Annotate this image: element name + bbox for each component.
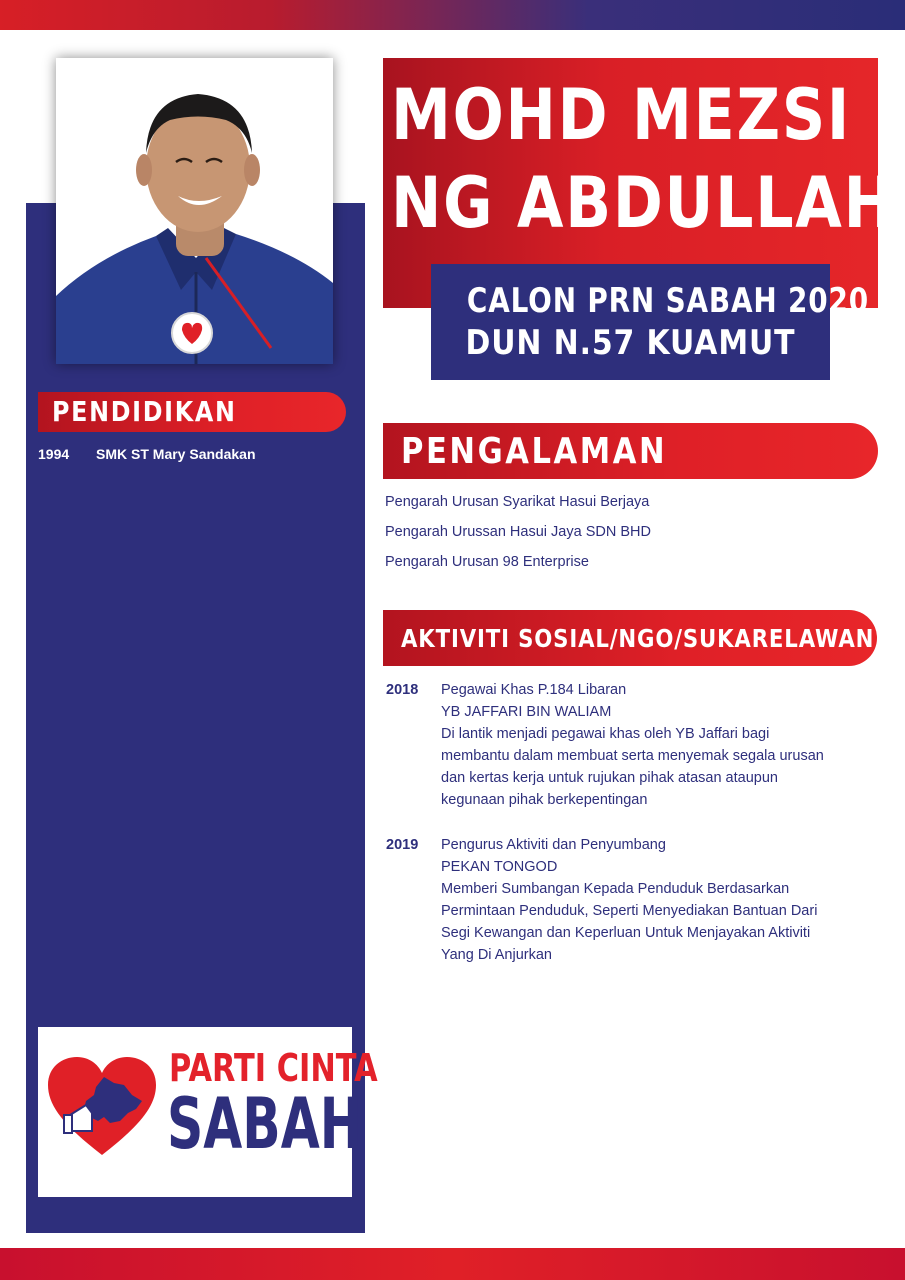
- activity-text-line: Di lantik menjadi pegawai khas oleh YB Jaffari bagi: [441, 726, 770, 742]
- candidate-name-line-2: NG ABDULLAH: [391, 162, 896, 244]
- activity-organisation: PEKAN TONGOD: [441, 859, 558, 875]
- experience-heading: [383, 423, 878, 479]
- activity-year: 2018: [386, 682, 419, 698]
- candidacy-box: [431, 264, 869, 380]
- experience-heading-text: PENGALAMAN: [401, 431, 668, 472]
- bottom-banner-bar: [0, 1248, 905, 1280]
- candidacy-line-1: CALON PRN SABAH 2020: [466, 281, 869, 321]
- heart-map-icon: [46, 1055, 158, 1159]
- activity-title: Pegawai Khas P.184 Libaran: [441, 682, 627, 698]
- party-name-line-1: PARTI CINTA: [169, 1046, 378, 1090]
- activities-heading-text: AKTIVITI SOSIAL/NGO/SUKARELAWAN: [401, 624, 875, 653]
- education-school: SMK ST Mary Sandakan: [96, 446, 256, 462]
- candidate-name-line-1: MOHD MEZSI: [391, 74, 852, 156]
- party-logo-card: [38, 1027, 378, 1197]
- experience-item: Pengarah Urussan Hasui Jaya SDN BHD: [385, 524, 651, 540]
- activity-text-line: membantu dalam membuat serta menyemak segala urusan: [441, 748, 824, 764]
- candidate-photo: [56, 58, 333, 364]
- education-year: 1994: [38, 446, 70, 462]
- activity-text-line: dan kertas kerja untuk rujukan pihak atasan ataupun: [441, 770, 778, 786]
- activity-year: 2019: [386, 837, 419, 853]
- activity-text-line: Permintaan Penduduk, Seperti Menyediakan Bantuan Dari: [441, 903, 818, 919]
- party-name-line-2: SABAH: [167, 1083, 362, 1165]
- experience-item: Pengarah Urusan Syarikat Hasui Berjaya: [385, 494, 650, 510]
- education-heading: [38, 392, 346, 432]
- activity-text-line: kegunaan pihak berkepentingan: [441, 792, 648, 808]
- activity-text-line: Memberi Sumbangan Kepada Penduduk Berdasarkan: [441, 881, 790, 897]
- activity-description: [441, 679, 886, 811]
- activity-organisation: YB JAFFARI BIN WALIAM: [441, 704, 612, 720]
- activity-title: Pengurus Aktiviti dan Penyumbang: [441, 837, 666, 853]
- top-banner-bar: [0, 0, 905, 30]
- portrait-image: [56, 58, 333, 364]
- activities-heading: [383, 610, 877, 666]
- activity-text-line: Yang Di Anjurkan: [441, 947, 552, 963]
- activity-description: [441, 834, 886, 966]
- candidacy-line-2: DUN N.57 KUAMUT: [465, 323, 796, 363]
- experience-item: Pengarah Urusan 98 Enterprise: [385, 554, 589, 570]
- activity-text-line: Segi Kewangan dan Keperluan Untuk Menjayakan Aktiviti: [441, 925, 811, 941]
- education-heading-text: PENDIDIKAN: [52, 395, 237, 428]
